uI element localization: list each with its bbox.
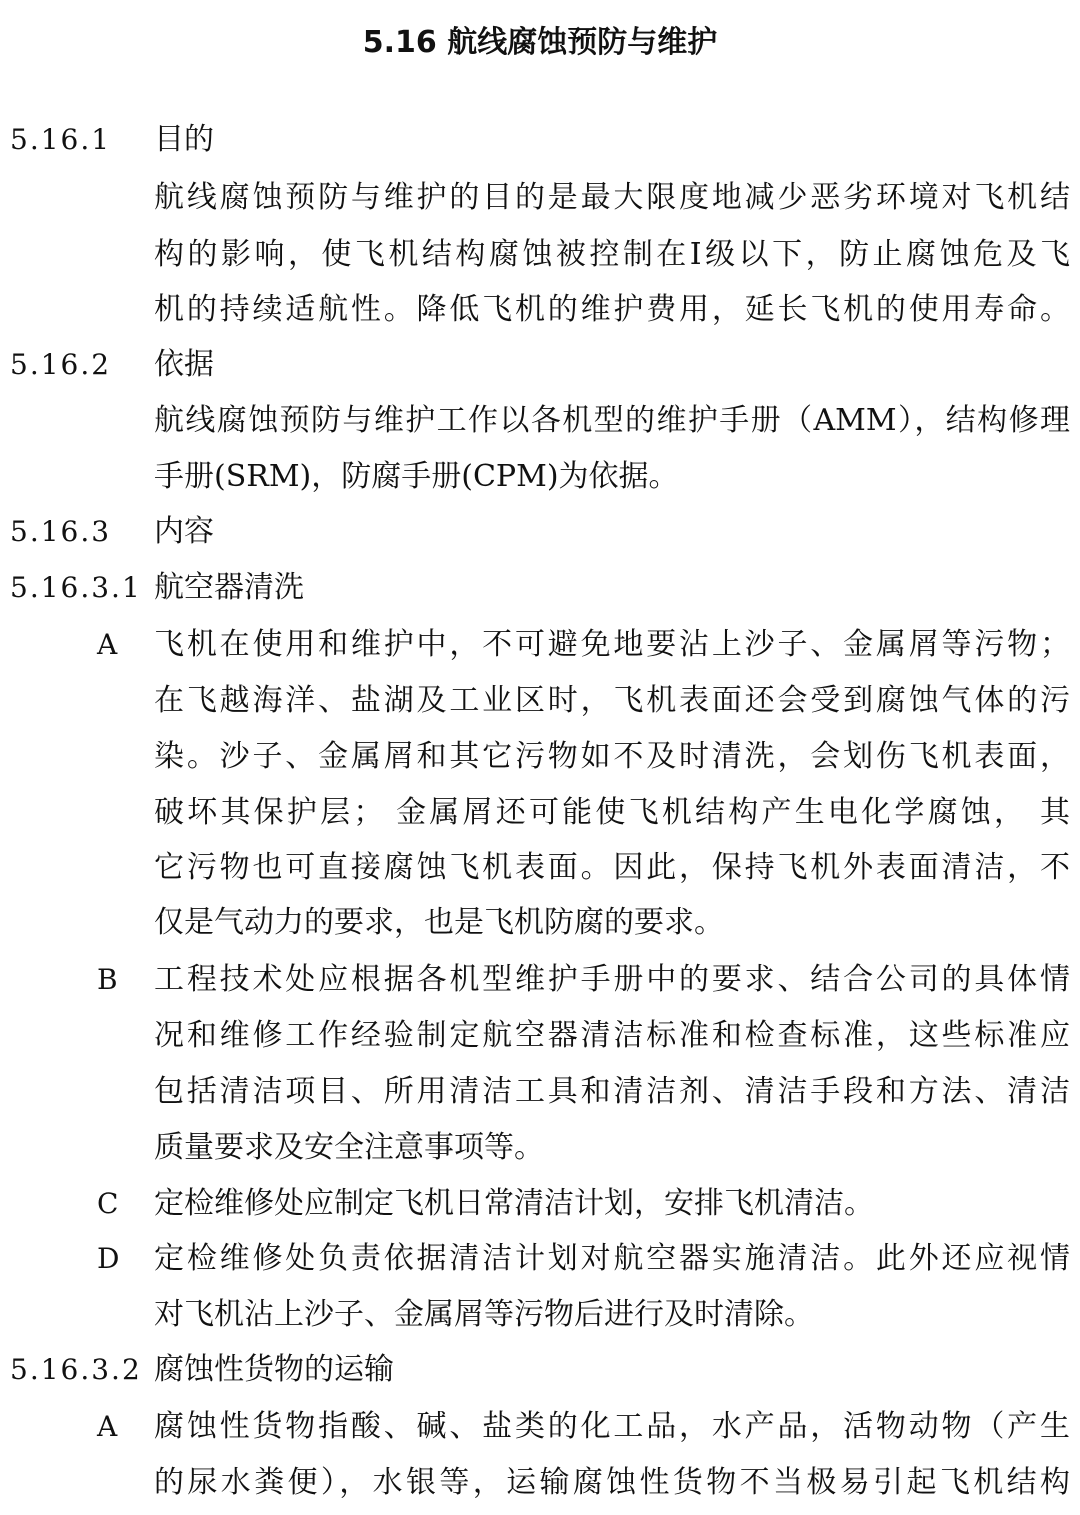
paragraph-line: [0, 895, 1080, 951]
list-item-d: [0, 1231, 1080, 1287]
section-title: 内容: [154, 514, 214, 549]
list-item-a: [0, 1399, 1080, 1455]
text-line: 破坏其保护层； 金属屑还可能使飞机结构产生电化学腐蚀， 其: [154, 795, 1070, 830]
item-letter: C: [97, 1187, 119, 1220]
list-item-a: [0, 617, 1080, 673]
text-line: 定检维修处负责依据清洁计划对航空器实施清洁。此外还应视情: [154, 1241, 1070, 1276]
section-number: 5.16.2: [10, 348, 112, 381]
section-heading-5-16-1: [0, 112, 1080, 168]
section-heading-5-16-2: [0, 337, 1080, 393]
section-number: 5.16.3.1: [10, 571, 142, 604]
text-line: 的尿水粪便），水银等，运输腐蚀性货物不当极易引起飞机结构: [154, 1465, 1070, 1500]
list-item-c: [0, 1176, 1080, 1232]
section-title: 目的: [154, 122, 214, 157]
item-letter: B: [97, 963, 118, 996]
text-line: 定检维修处应制定飞机日常清洁计划，安排飞机清洁。: [154, 1186, 874, 1221]
paragraph-line: [0, 673, 1080, 729]
paragraph-line: [0, 170, 1080, 226]
text-line: 在飞越海洋、盐湖及工业区时，飞机表面还会受到腐蚀气体的污: [154, 683, 1070, 718]
text-line: 包括清洁项目、所用清洁工具和清洁剂、清洁手段和方法、清洁: [154, 1074, 1070, 1109]
paragraph-line: [0, 282, 1080, 338]
section-title: 腐蚀性货物的运输: [154, 1352, 394, 1387]
paragraph-line: [0, 227, 1080, 283]
text-line: 它污物也可直接腐蚀飞机表面。因此，保持飞机外表面清洁，不: [154, 850, 1070, 885]
section-heading-5-16-3-1: [0, 560, 1080, 616]
text-line: 对飞机沾上沙子、金属屑等污物后进行及时清除。: [154, 1297, 814, 1332]
paragraph-line: [0, 840, 1080, 896]
text-line: 工程技术处应根据各机型维护手册中的要求、结合公司的具体情: [154, 962, 1070, 997]
text-line: 手册(SRM)，防腐手册(CPM)为依据。: [154, 459, 679, 494]
paragraph-line: [0, 729, 1080, 785]
paragraph-line: [0, 1008, 1080, 1064]
list-item-b: [0, 952, 1080, 1008]
section-heading-5-16-3-2: [0, 1342, 1080, 1398]
paragraph-line: [0, 449, 1080, 505]
text-line: 染。沙子、金属屑和其它污物如不及时清洗，会划伤飞机表面，: [154, 739, 1070, 774]
section-heading-5-16-3: [0, 504, 1080, 560]
section-number: 5.16.3: [10, 515, 112, 548]
text-line: 构的影响，使飞机结构腐蚀被控制在Ⅰ级以下，防止腐蚀危及飞: [154, 237, 1070, 272]
section-number: 5.16.1: [10, 123, 112, 156]
section-title: 航空器清洗: [154, 570, 304, 605]
item-letter: A: [97, 1410, 118, 1443]
text-line: 质量要求及安全注意事项等。: [154, 1130, 544, 1165]
item-letter: D: [97, 1242, 120, 1275]
section-number: 5.16.3.2: [10, 1353, 142, 1386]
text-line: 航线腐蚀预防与维护工作以各机型的维护手册（AMM），结构修理: [154, 403, 1070, 438]
paragraph-line: [0, 785, 1080, 841]
text-line: 仅是气动力的要求，也是飞机防腐的要求。: [154, 905, 724, 940]
text-line: 况和维修工作经验制定航空器清洁标准和检查标准，这些标准应: [154, 1018, 1070, 1053]
section-title: 依据: [154, 347, 214, 382]
text-line: 飞机在使用和维护中，不可避免地要沾上沙子、金属屑等污物；: [154, 627, 1070, 662]
text-line: 腐蚀性货物指酸、碱、盐类的化工品，水产品，活物动物（产生: [154, 1409, 1070, 1444]
text-line: 航线腐蚀预防与维护的目的是最大限度地减少恶劣环境对飞机结: [154, 180, 1070, 215]
paragraph-line: [0, 1064, 1080, 1120]
page-title: 5.16 航线腐蚀预防与维护: [362, 25, 718, 60]
paragraph-line: [0, 393, 1080, 449]
item-letter: A: [97, 628, 118, 661]
text-line: 机的持续适航性。降低飞机的维护费用，延长飞机的使用寿命。: [154, 292, 1070, 327]
paragraph-line: [0, 1287, 1080, 1343]
paragraph-line: [0, 1120, 1080, 1176]
paragraph-line: [0, 1455, 1080, 1511]
